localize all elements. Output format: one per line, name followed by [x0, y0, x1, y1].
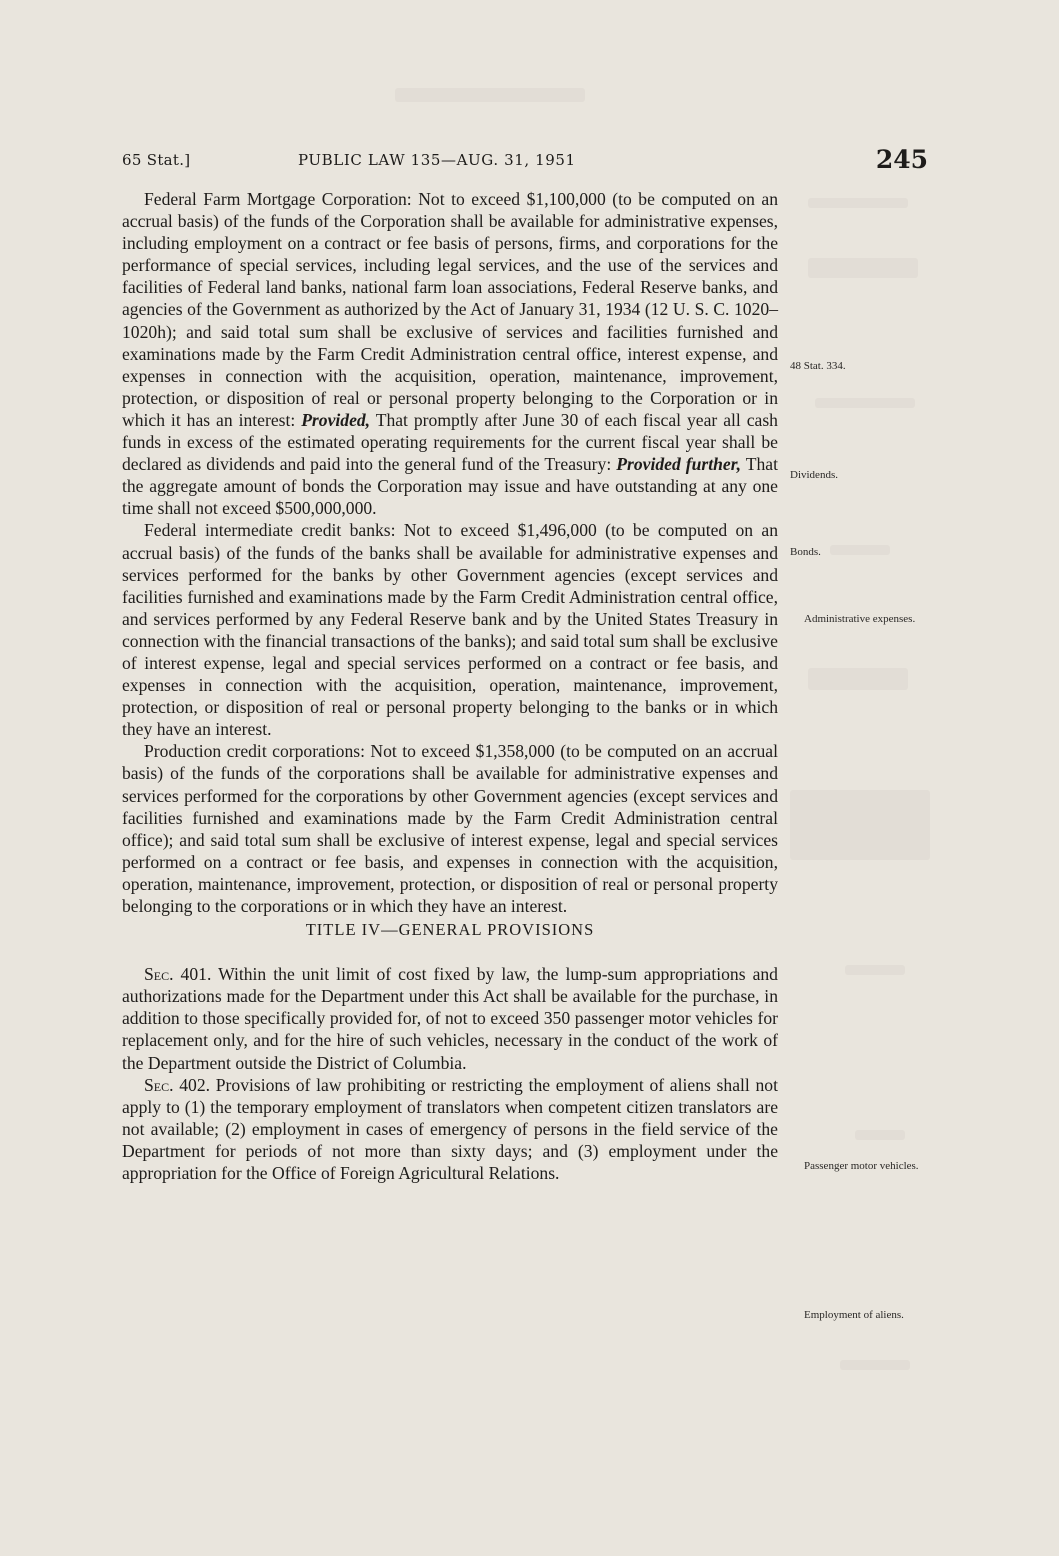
paragraph-federal-farm-mortgage	[122, 188, 778, 519]
main-text-column	[122, 188, 778, 1184]
bleed-through-mark	[840, 1360, 910, 1370]
bleed-through-mark	[808, 198, 908, 208]
running-title: PUBLIC LAW 135—AUG. 31, 1951	[298, 151, 576, 169]
section-text: Provisions of law prohibiting or restricting the employment of aliens shall not apply to (1) the temporary employment of translators when competent citizen translators are not available; (2) employment in cases of emergency of persons in the field service of the Department for periods of not more than sixty days; and (3) employment under the appropriation for the Office of Foreign Agricultural Relations.	[122, 1074, 778, 1184]
page-number: 245	[875, 145, 928, 174]
section-401	[122, 963, 778, 1073]
paragraph-text: That the aggregate amount of bonds the Corporation may issue and have outstanding at any one time shall not exceed $500,000,000.	[122, 454, 778, 519]
margin-note-passenger-motor-vehicles: Passenger motor vehicles.	[804, 1160, 919, 1172]
title-heading: TITLE IV—GENERAL PROVISIONS	[305, 920, 595, 940]
volume-citation: 65 Stat.]	[122, 151, 191, 169]
margin-note-employment-of-aliens: Employment of aliens.	[804, 1309, 904, 1321]
paragraph-text: Federal Farm Mortgage Corporation: Not to exceed $1,100,000 (to be computed on an accrual basis) of the funds of the Corporation shall be available for administrative expenses, including employment on a contract or fee basis of persons, firms, and corporations for the performance of special services, including legal services, and the use of the services and facilities of Federal land banks, national farm loan associations, Federal Reserve banks, and agencies of the Government as authorized by the Act of January 31, 1934 (12 U. S. C. 1020–1020h); and said total sum shall be exclusive of services and facilities furnished and examinations made by the Farm Credit Administration central office, interest expense, and expenses in connection with the acquisition, operation, maintenance, improvement, protection, or disposition of real or personal property belonging to the Corporation or in which it has an interest:	[122, 189, 778, 430]
margin-note-stat-citation: 48 Stat. 334.	[790, 360, 846, 372]
margin-note-administrative-expenses: Administrative expenses.	[804, 613, 916, 625]
bleed-through-mark	[808, 258, 918, 278]
section-text: Within the unit limit of cost fixed by law, the lump-sum appropriations and authorizations made for the Department under this Act shall be available for the purchase, in addition to those specifically provided for, of not to exceed 350 passenger motor vehicles for replacement only, and for the hire of such vehicles, necessary in the conduct of the work of the Department outside the District of Columbia.	[122, 964, 778, 1073]
bleed-through-mark	[815, 398, 915, 408]
section-label: Sec. 401.	[144, 964, 212, 985]
italic-provided-further: Provided further,	[616, 454, 742, 475]
bleed-through-mark	[808, 668, 908, 690]
bleed-through-mark	[855, 1130, 905, 1140]
section-label: Sec. 402.	[144, 1074, 211, 1095]
paragraph-production-credit: Production credit corporations: Not to exceed $1,358,000 (to be computed on an accrual basis) of the funds of the corporations shall be available for administrative expenses and services performed for the corporations by other Government agencies (except services and facilities furnished and examinations made by the Farm Credit Administration central office); and said total sum shall be exclusive of interest expense, legal and special services performed on a contract or fee basis, and expenses in connection with the acquisition, operation, maintenance, improvement, protection, or disposition of real or personal property belonging to the corporations or in which they have an interest.	[122, 741, 778, 916]
bleed-through-mark	[790, 790, 930, 860]
paragraph-text: That promptly after June 30 of each fiscal year all cash funds in excess of the estimated operating requirements for the current fiscal year shall be declared as dividends and paid into the general fund of the Treasury:	[122, 409, 778, 475]
bleed-through-mark	[845, 965, 905, 975]
page-header	[122, 145, 928, 181]
italic-provided: Provided,	[301, 409, 371, 430]
bleed-through-mark	[395, 88, 585, 102]
section-402	[122, 1074, 778, 1184]
margin-note-bonds: Bonds.	[790, 546, 821, 558]
margin-note-dividends: Dividends.	[790, 469, 838, 481]
paragraph-intermediate-credit-banks: Federal intermediate credit banks: Not to exceed $1,496,000 (to be computed on an accrual basis) of the funds of the banks shall be available for administrative expenses and services performed for the banks by other Government agencies (except services and facilities furnished and examinations made by the Farm Credit Administration central office, and services performed by any Federal Reserve bank and by the United States Treasury in connection with the financial transactions of the banks); and said total sum shall be exclusive of interest expense, legal and special services performed on a contract or fee basis, and expenses in connection with the acquisition, operation, maintenance, improvement, protection, or disposition of real or personal property belonging to the banks or in which they have an interest.	[122, 520, 778, 740]
